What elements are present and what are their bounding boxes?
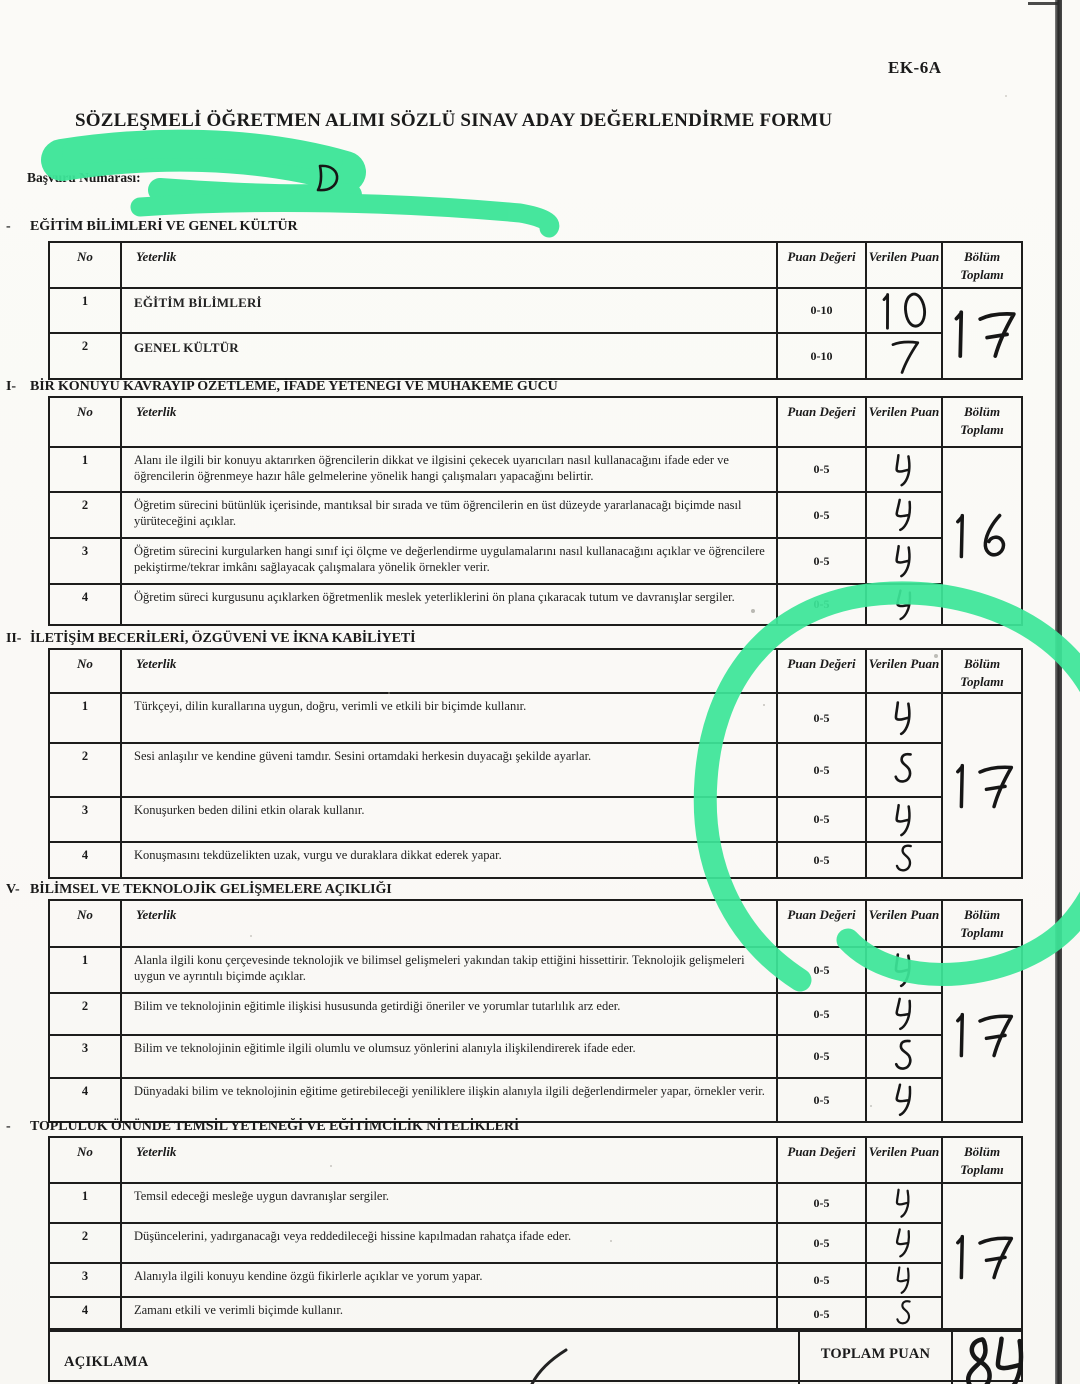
criterion-text: Sesi anlaşılır ve kendine güveni tamdır. Sesini ortamdaki herkesin duyacağı şekilde ayarlar. bbox=[120, 742, 776, 796]
row-number: 2 bbox=[50, 992, 120, 1034]
criterion-text: Bilim ve teknolojinin eğitimle ilişkisi hususunda getirdiği öneriler ve yorumlar tutarlılık arz eder. bbox=[120, 992, 776, 1034]
score-range: 0-5 bbox=[776, 537, 865, 583]
row-number: 1 bbox=[50, 946, 120, 992]
given-score-handwritten bbox=[865, 692, 941, 742]
row-number: 2 bbox=[50, 332, 120, 378]
criterion-text: Türkçeyi, dilin kurallarına uygun, doğru, verimli ve etkili bir biçimde kullanır. bbox=[120, 692, 776, 742]
score-range: 0-5 bbox=[776, 1034, 865, 1077]
scan-speckles bbox=[0, 0, 2, 2]
column-header-competency: Yeterlik bbox=[120, 1138, 776, 1182]
score-range: 0-5 bbox=[776, 1222, 865, 1262]
given-score-handwritten bbox=[865, 491, 941, 537]
given-score-handwritten bbox=[865, 946, 941, 992]
section-numeral: V- bbox=[6, 882, 20, 897]
criterion-text: Öğretim süreci kurgusunu açıklarken öğretmenlik meslek yeterliklerini ön plana çıkaracak tutum ve davranışlar sergiler. bbox=[120, 583, 776, 624]
row-number: 3 bbox=[50, 1034, 120, 1077]
score-range: 0-5 bbox=[776, 992, 865, 1034]
given-score-handwritten bbox=[865, 1182, 941, 1222]
explanation-label: AÇIKLAMA bbox=[64, 1354, 149, 1370]
column-header-competency: Yeterlik bbox=[120, 398, 776, 446]
section-numeral: I- bbox=[6, 379, 16, 394]
given-score-handwritten bbox=[865, 446, 941, 491]
column-header-no: No bbox=[77, 404, 93, 419]
given-score-handwritten bbox=[865, 332, 941, 378]
criterion-text: Dünyadaki bilim ve teknolojinin eğitime getirebileceği yeniliklere ilişkin alanıyla ilgili değerlendirmeler yapar, örnekler verir. bbox=[120, 1077, 776, 1121]
applicant-number-label: Başvuru Numarası: bbox=[27, 170, 141, 185]
score-range: 0-5 bbox=[776, 583, 865, 624]
row-number: 2 bbox=[50, 491, 120, 537]
row-number: 4 bbox=[50, 1296, 120, 1330]
section-total-handwritten bbox=[941, 446, 1021, 624]
given-score-handwritten bbox=[865, 742, 941, 796]
given-score-handwritten bbox=[865, 841, 941, 877]
evaluation-table bbox=[48, 396, 1023, 626]
footer-table bbox=[48, 1328, 1023, 1382]
section-header bbox=[6, 379, 1016, 395]
section-header bbox=[6, 882, 1016, 898]
handwritten-letter-d bbox=[318, 166, 337, 190]
scan-edge-line bbox=[1055, 0, 1062, 1384]
criterion-text: Düşüncelerini, yadırganacağı veya reddedileceği hissine kapılmadan rahatça ifade eder. bbox=[120, 1222, 776, 1262]
criterion-text: Konuşurken beden dilini etkin olarak kullanır. bbox=[120, 796, 776, 841]
section-numeral: II- bbox=[6, 631, 22, 646]
criterion-text: Zamanı etkili ve verimli biçimde kullanır. bbox=[120, 1296, 776, 1330]
score-range: 0-5 bbox=[776, 946, 865, 992]
form-title: SÖZLEŞMELİ ÖĞRETMEN ALIMI SÖZLÜ SINAV ADAY DEĞERLENDİRME FORMU bbox=[75, 110, 833, 131]
given-score-handwritten bbox=[865, 796, 941, 841]
criterion-text: Konuşmasını tekdüzelikten uzak, vurgu ve duraklara dikkat ederek yapar. bbox=[120, 841, 776, 877]
row-number: 3 bbox=[50, 1262, 120, 1296]
score-range: 0-5 bbox=[776, 491, 865, 537]
column-header-competency: Yeterlik bbox=[120, 901, 776, 946]
row-number: 1 bbox=[50, 1182, 120, 1222]
section-numeral: - bbox=[6, 1119, 11, 1134]
given-score-handwritten bbox=[865, 1077, 941, 1121]
row-number: 1 bbox=[50, 446, 120, 491]
scan-edge-corner-line bbox=[1028, 2, 1058, 5]
section-header bbox=[6, 219, 1016, 235]
section-total-handwritten bbox=[941, 287, 1021, 378]
section-header bbox=[6, 631, 1016, 647]
given-score-handwritten bbox=[865, 1262, 941, 1296]
section-total-handwritten bbox=[941, 946, 1021, 1121]
column-header-score-range: Puan Değeri bbox=[776, 650, 865, 692]
column-header-section-total: Bölüm Toplamı bbox=[941, 243, 1021, 287]
column-header-score-range: Puan Değeri bbox=[776, 901, 865, 946]
score-range: 0-5 bbox=[776, 1077, 865, 1121]
row-number: 4 bbox=[50, 583, 120, 624]
column-header-section-total: Bölüm Toplamı bbox=[941, 650, 1021, 692]
row-number: 4 bbox=[50, 1077, 120, 1121]
column-header-competency: Yeterlik bbox=[120, 243, 776, 287]
criterion-text: Bilim ve teknolojinin eğitimle ilgili olumlu ve olumsuz yönlerini alanıyla ilişkilendirerek ifade eder. bbox=[120, 1034, 776, 1077]
section-title: EĞİTİM BİLİMLERİ VE GENEL KÜLTÜR bbox=[30, 219, 298, 234]
evaluation-table bbox=[48, 1136, 1023, 1332]
given-score-handwritten bbox=[865, 1222, 941, 1262]
column-header-given-score: Verilen Puan bbox=[865, 901, 941, 946]
column-header-score-range: Puan Değeri bbox=[776, 243, 865, 287]
column-header-given-score: Verilen Puan bbox=[865, 243, 941, 287]
score-range: 0-5 bbox=[776, 446, 865, 491]
total-score-label: TOPLAM PUAN bbox=[798, 1330, 951, 1384]
highlighter-scribble bbox=[62, 145, 550, 228]
section-title: İLETİŞİM BECERİLERİ, ÖZGÜVENİ VE İKNA KABİLİYETİ bbox=[30, 631, 416, 646]
score-range: 0-5 bbox=[776, 692, 865, 742]
column-header-section-total: Bölüm Toplamı bbox=[941, 901, 1021, 946]
criterion-text: Öğretim sürecini bütünlük içerisinde, mantıksal bir sırada ve tüm öğrencilerin en üst düzeyde yararlanacağı biçimde nasıl yürüteceğini açıklar. bbox=[120, 491, 776, 537]
column-header-given-score: Verilen Puan bbox=[865, 650, 941, 692]
row-number: 1 bbox=[50, 287, 120, 332]
row-number: 1 bbox=[50, 692, 120, 742]
criterion-text: Temsil edeceği mesleğe uygun davranışlar sergiler. bbox=[120, 1182, 776, 1222]
criterion-text: Alanı ile ilgili bir konuyu aktarırken öğrencilerin dikkat ve ilgisini çekecek uyarıcıları nasıl kullanacağını ifade eder ve öğrencilerin öğrenmeye hazır hâle gelmelerine yönelik hangi çalışmaları yapacağını belirtir. bbox=[120, 446, 776, 491]
section-header bbox=[6, 1119, 1016, 1135]
given-score-handwritten bbox=[865, 1034, 941, 1077]
evaluation-table bbox=[48, 241, 1023, 380]
criterion-text: Öğretim sürecini kurgularken hangi sınıf içi ölçme ve değerlendirme uygulamalarını nasıl kullanacağını açıklar ve öğrencilere pekiştirme/tekrar imkânı sağlayacak çalışmalara yönelik örnekler verir. bbox=[120, 537, 776, 583]
row-number: 4 bbox=[50, 841, 120, 877]
column-header-no: No bbox=[77, 656, 93, 671]
column-header-no: No bbox=[77, 907, 93, 922]
column-header-given-score: Verilen Puan bbox=[865, 1138, 941, 1182]
section-title: BİLİMSEL VE TEKNOLOJİK GELİŞMELERE AÇIKLIĞI bbox=[30, 882, 392, 897]
score-range: 0-10 bbox=[776, 287, 865, 332]
score-range: 0-5 bbox=[776, 1182, 865, 1222]
section-total-handwritten bbox=[941, 692, 1021, 877]
column-header-section-total: Bölüm Toplamı bbox=[941, 398, 1021, 446]
row-number: 3 bbox=[50, 796, 120, 841]
score-range: 0-5 bbox=[776, 742, 865, 796]
section-total-handwritten bbox=[941, 1182, 1021, 1330]
column-header-no: No bbox=[77, 249, 93, 264]
given-score-handwritten bbox=[865, 537, 941, 583]
column-header-competency: Yeterlik bbox=[120, 650, 776, 692]
section-title: BİR KONUYU KAVRAYIP ÖZETLEME, İFADE YETENEĞİ VE MUHAKEME GÜCÜ bbox=[30, 379, 558, 394]
attachment-code-label: EK-6A bbox=[888, 58, 942, 77]
evaluation-table bbox=[48, 899, 1023, 1123]
row-number: 2 bbox=[50, 1222, 120, 1262]
criterion-text: Alanla ilgili konu çerçevesinde teknolojik ve bilimsel gelişmeleri yakından takip ettiğini hissettirir. Teknolojik gelişmeleri uygun ve ayrıntılı biçimde açıklar. bbox=[120, 946, 776, 992]
column-header-score-range: Puan Değeri bbox=[776, 1138, 865, 1182]
evaluation-table bbox=[48, 648, 1023, 879]
score-range: 0-5 bbox=[776, 841, 865, 877]
column-header-given-score: Verilen Puan bbox=[865, 398, 941, 446]
total-score-handwritten bbox=[951, 1330, 1037, 1384]
score-range: 0-5 bbox=[776, 1296, 865, 1330]
section-numeral: - bbox=[6, 219, 11, 234]
row-number: 2 bbox=[50, 742, 120, 796]
criterion-text: EĞİTİM BİLİMLERİ bbox=[120, 287, 776, 332]
given-score-handwritten bbox=[865, 583, 941, 624]
column-header-score-range: Puan Değeri bbox=[776, 398, 865, 446]
score-range: 0-5 bbox=[776, 796, 865, 841]
criterion-text: Alanıyla ilgili konuyu kendine özgü fikirlerle açıklar ve yorum yapar. bbox=[120, 1262, 776, 1296]
column-header-section-total: Bölüm Toplamı bbox=[941, 1138, 1021, 1182]
score-range: 0-10 bbox=[776, 332, 865, 378]
given-score-handwritten bbox=[865, 287, 941, 332]
criterion-text: GENEL KÜLTÜR bbox=[120, 332, 776, 378]
score-range: 0-5 bbox=[776, 1262, 865, 1296]
section-title: TOPLULUK ÖNÜNDE TEMSİL YETENEĞİ VE EĞİTİMCİLİK NİTELİKLERİ bbox=[30, 1119, 520, 1134]
given-score-handwritten bbox=[865, 1296, 941, 1330]
column-header-no: No bbox=[77, 1144, 93, 1159]
row-number: 3 bbox=[50, 537, 120, 583]
given-score-handwritten bbox=[865, 992, 941, 1034]
